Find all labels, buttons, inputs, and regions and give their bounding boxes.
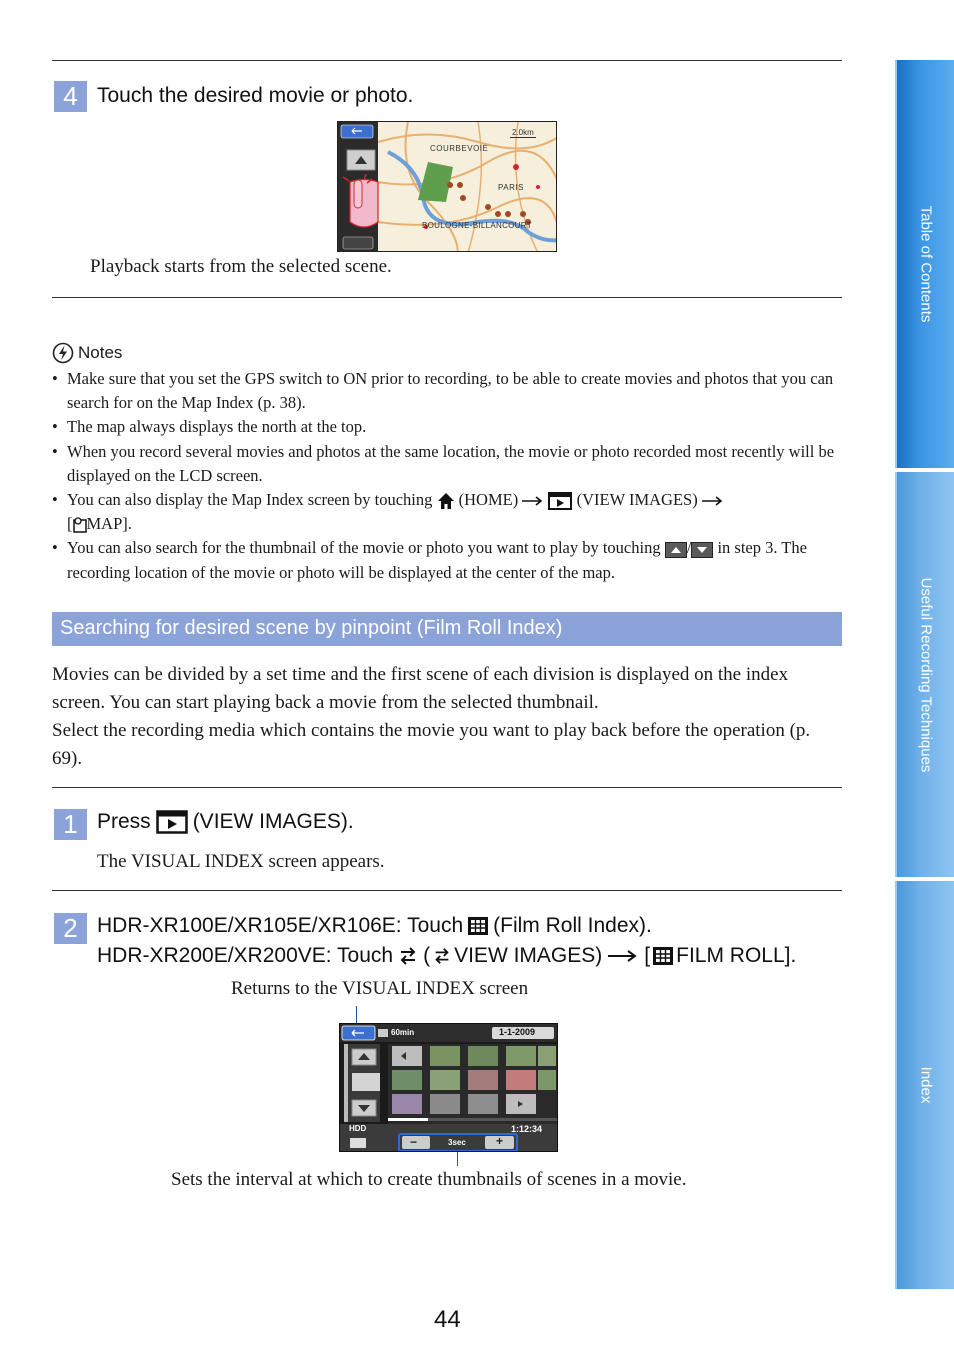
map-label-boulogne: BOULOGNE-BILLANCOURT — [422, 221, 532, 230]
tab-table-of-contents-label: Table of Contents — [917, 205, 934, 323]
section-intro-1: Movies can be divided by a set time and the first scene of each division is displayed on the index screen. You can start playing back a movie from the selected thumbnail. — [52, 664, 789, 713]
section-intro-2: Select the recording media which contains the movie you want to play back before the operation (p. 69). — [52, 720, 811, 769]
map-icon — [73, 517, 87, 533]
page-number: 44 — [434, 1306, 461, 1333]
scroll-down-icon — [691, 542, 713, 558]
step-4-title: Touch the desired movie or photo. — [97, 84, 414, 107]
note-item: • The map always displays the north at the top. — [52, 415, 842, 439]
step-4-rule — [52, 297, 842, 298]
tab-index[interactable] — [895, 881, 954, 1289]
notes-list — [52, 367, 842, 585]
film-roll-screen — [339, 1023, 558, 1152]
notes-warning-icon — [52, 342, 74, 364]
step-2-line-1a: HDR-XR100E/XR105E/XR106E: Touch — [97, 914, 464, 937]
notes-heading — [52, 342, 122, 364]
note-item-text: You can also search for the thumbnail of the movie or photo you want to play by touching — [67, 538, 661, 558]
screen-interval: 3sec — [448, 1138, 466, 1147]
step-2-line-2c: FILM ROLL]. — [676, 944, 797, 967]
scroll-up-icon — [665, 542, 687, 558]
intro-rule — [52, 787, 842, 788]
map-scale: 2.0km — [512, 128, 534, 137]
return-view-icon — [432, 946, 452, 966]
step-1-result: The VISUAL INDEX screen appears. — [97, 851, 385, 872]
section-title-bar — [52, 612, 842, 646]
note-item: • You can also display the Map Index screen by touching (HOME) (VIEW IMAGES) [ MAP]. — [52, 488, 842, 536]
step-2-bracket-open: [ — [644, 944, 651, 967]
note-item-text: You can also display the Map Index screen by touching — [67, 490, 433, 510]
note-item-view: (VIEW IMAGES) — [576, 490, 698, 510]
screen-plus-button: + — [496, 1134, 504, 1148]
step-2-line-1 — [97, 914, 652, 938]
film-roll-icon — [467, 916, 489, 936]
step-2-line-1b: (Film Roll Index). — [493, 914, 652, 937]
view-images-icon — [156, 810, 188, 834]
arrow-right-icon — [702, 496, 724, 506]
note-item-map: MAP]. — [86, 514, 132, 534]
tab-useful-recording-techniques[interactable] — [895, 472, 954, 877]
step-2-line-2a: HDR-XR200E/XR200VE: Touch — [97, 944, 394, 967]
step-2-paren-open: ( — [423, 944, 431, 967]
screen-remaining: 60min — [391, 1028, 415, 1037]
screen-date: 1-1-2009 — [499, 1027, 536, 1037]
section-title: Searching for desired scene by pinpoint (Film Roll Index) — [60, 617, 563, 639]
step-2-line-2 — [97, 944, 796, 968]
map-index-screen — [337, 121, 557, 252]
step-2-line-2b: VIEW IMAGES) — [454, 944, 603, 967]
return-view-icon — [397, 946, 419, 966]
notes-heading-text: Notes — [78, 343, 123, 362]
screen-minus-button: − — [410, 1135, 418, 1149]
top-rule — [52, 60, 842, 61]
tab-index-label: Index — [917, 1066, 934, 1104]
screen-time: 1:12:34 — [511, 1124, 543, 1134]
note-item: • When you record several movies and photos at the same location, the movie or photo recorded most recently will be displayed on the LCD screen. — [52, 440, 842, 488]
step-2-number: 2 — [54, 913, 87, 944]
note-item: • Make sure that you set the GPS switch to ON prior to recording, to be able to create movies and photos that you can search for on the Map Index (p. 38). — [52, 367, 842, 415]
arrow-right-icon — [608, 950, 638, 962]
step-1-title-line — [97, 810, 354, 834]
screen-media: HDD — [349, 1124, 367, 1133]
tab-useful-recording-techniques-label: Useful Recording Techniques — [917, 577, 934, 772]
step-4-number: 4 — [54, 81, 87, 112]
note-item-text-cont: in step 3. The recording location of the movie or photo will be displayed at the center of the map. — [67, 538, 807, 582]
map-label-paris: PARIS — [498, 183, 524, 192]
step-1-number: 1 — [54, 809, 87, 840]
note-item: • You can also search for the thumbnail of the movie or photo you want to play by touching / in step 3. The recording location of the movie or photo will be displayed at the center of the map. — [52, 536, 842, 584]
callout-interval: Sets the interval at which to create thumbnails of scenes in a movie. — [171, 1169, 687, 1190]
map-label-courbevoie: COURBEVOIE — [430, 144, 489, 153]
callout-interval-line — [457, 1152, 458, 1166]
step-1-title: (VIEW IMAGES). — [192, 810, 354, 833]
view-images-icon — [548, 492, 572, 510]
step-4-result: Playback starts from the selected scene. — [90, 256, 392, 277]
arrow-right-icon — [522, 496, 544, 506]
step-1-rule — [52, 890, 842, 891]
tab-table-of-contents[interactable] — [895, 60, 954, 468]
step-1-press: Press — [97, 810, 151, 833]
callout-return: Returns to the VISUAL INDEX screen — [231, 978, 529, 999]
film-roll-icon — [652, 946, 674, 966]
home-icon — [437, 492, 455, 510]
note-item-home: (HOME) — [458, 490, 519, 510]
map-illustration — [338, 122, 557, 252]
